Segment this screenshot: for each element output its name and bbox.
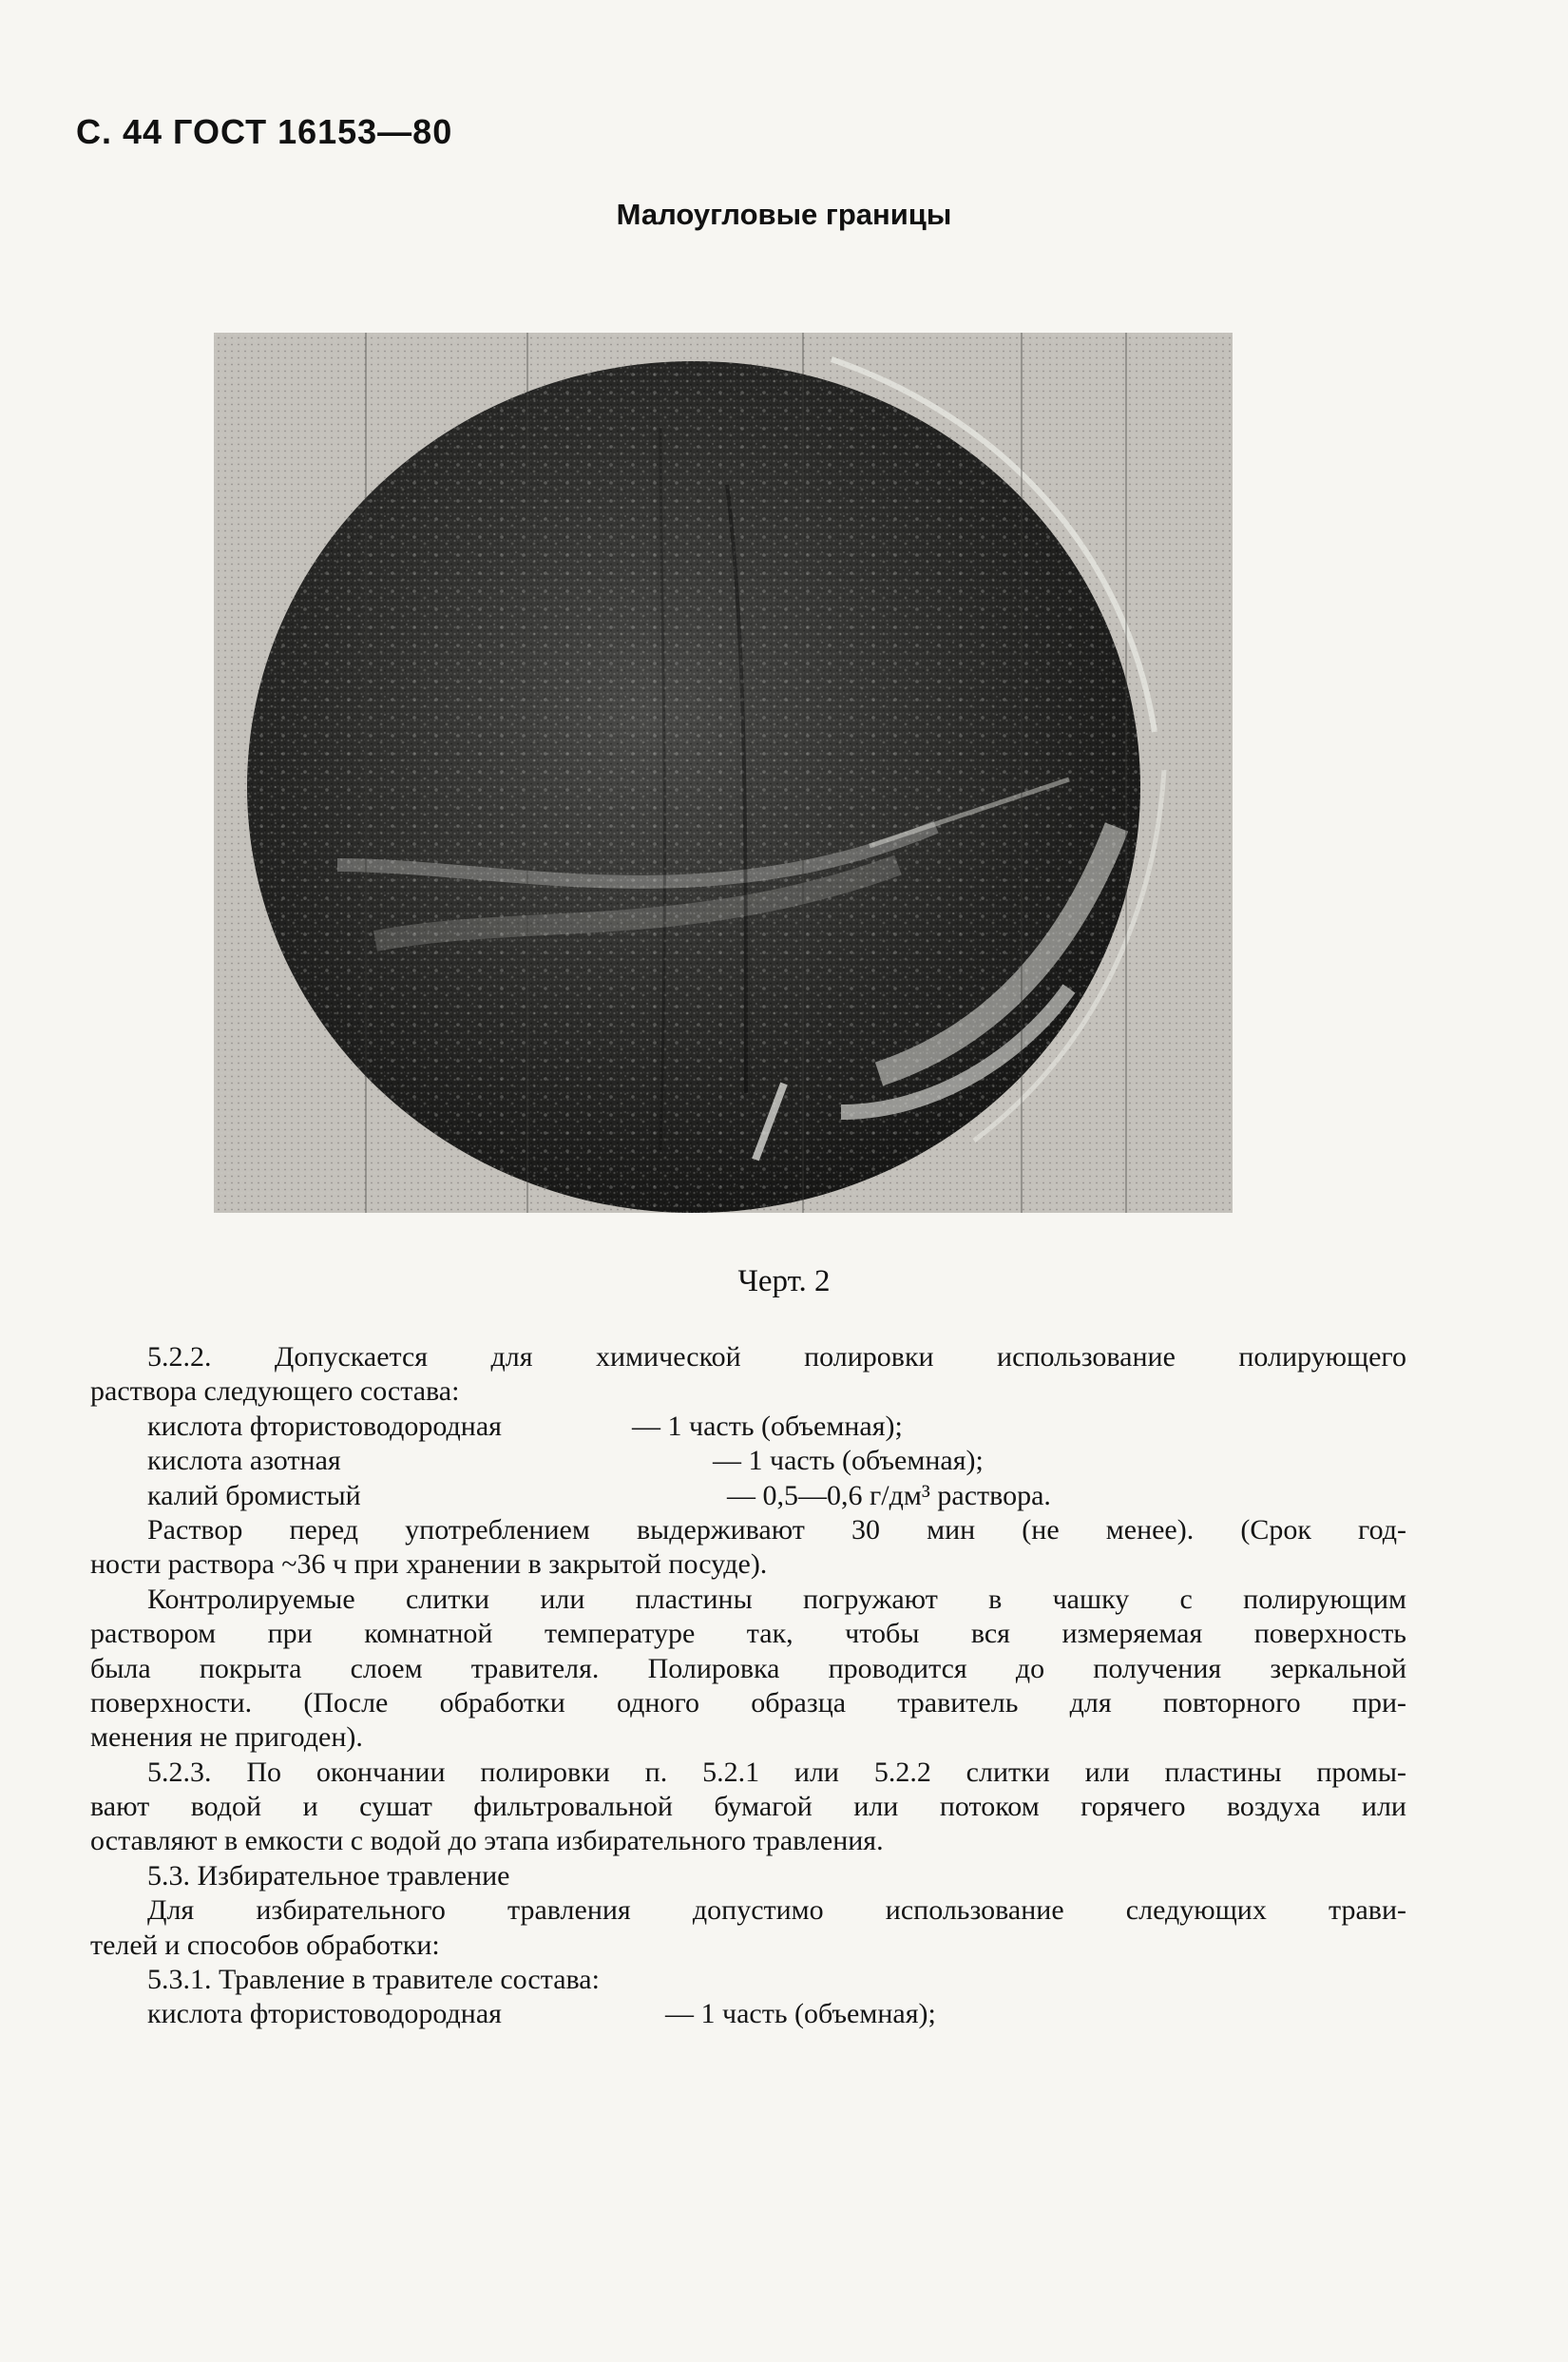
recipe-component-value: — 1 часть (объемная); [665,1998,936,2030]
recipe-component-name: калий бромистый [147,1479,361,1511]
figure-photo [214,333,1233,1213]
section-heading-5-3: 5.3. Избирательное травление [147,1859,510,1892]
paragraph-5-2-2-line: 5.2.2. Допускается для химической полировки использование полирующего [147,1341,1406,1373]
paragraph-line: раствором при комнатной температуре так, чтобы вся измеряемая поверхность [90,1618,1406,1650]
recipe-row [90,1997,1406,2031]
recipe-row [90,1410,1406,1444]
recipe-component-value: — 1 часть (объемная); [632,1410,903,1442]
paragraph-5-2-2-line: раствора следующего состава: [90,1375,460,1408]
paragraph-5-2-3-line: 5.2.3. По окончании полировки п. 5.2.1 или 5.2.2 слитки или пластины промы- [147,1756,1406,1788]
paragraph-line: менения не пригоден). [90,1721,363,1754]
section-heading-5-3-1: 5.3.1. Травление в травителе состава: [147,1964,600,1996]
paragraph-line: Раствор перед употреблением выдерживают 30 мин (не менее). (Срок год- [147,1513,1406,1546]
recipe-component-name: кислота фтористоводородная [147,1998,502,2030]
paragraph-line: Контролируемые слитки или пластины погружают в чашку с полирующим [147,1583,1406,1615]
paragraph-5-2-3-line: вают водой и сушат фильтровальной бумагой или потоком горячего воздуха или [90,1791,1406,1823]
page-header: С. 44 ГОСТ 16153—80 [76,112,453,151]
paragraph-line: поверхности. (После обработки одного образца травитель для повторного при- [90,1686,1406,1719]
paragraph-line: ности раствора ~36 ч при хранении в закрытой посуде). [90,1548,768,1581]
recipe-row [90,1479,1406,1513]
recipe-component-name: кислота азотная [147,1445,341,1477]
body-text [90,1340,1406,2032]
recipe-component-name: кислота фтористоводородная [147,1410,502,1442]
paragraph-line: Для избирательного травления допустимо использование следующих трави- [147,1894,1406,1927]
recipe-row [90,1444,1406,1478]
figure-title: Малоугловые границы [616,198,952,231]
recipe-component-value: — 1 часть (объемная); [713,1445,984,1477]
paragraph-line: телей и способов обработки: [90,1929,440,1961]
paragraph-line: была покрыта слоем травителя. Полировка проводится до получения зеркальной [90,1652,1406,1684]
paragraph-5-2-3-line: оставляют в емкости с водой до этапа избирательного травления. [90,1825,884,1857]
figure-caption: Черт. 2 [737,1264,831,1298]
recipe-component-value: — 0,5—0,6 г/дм³ раствора. [727,1479,1051,1511]
